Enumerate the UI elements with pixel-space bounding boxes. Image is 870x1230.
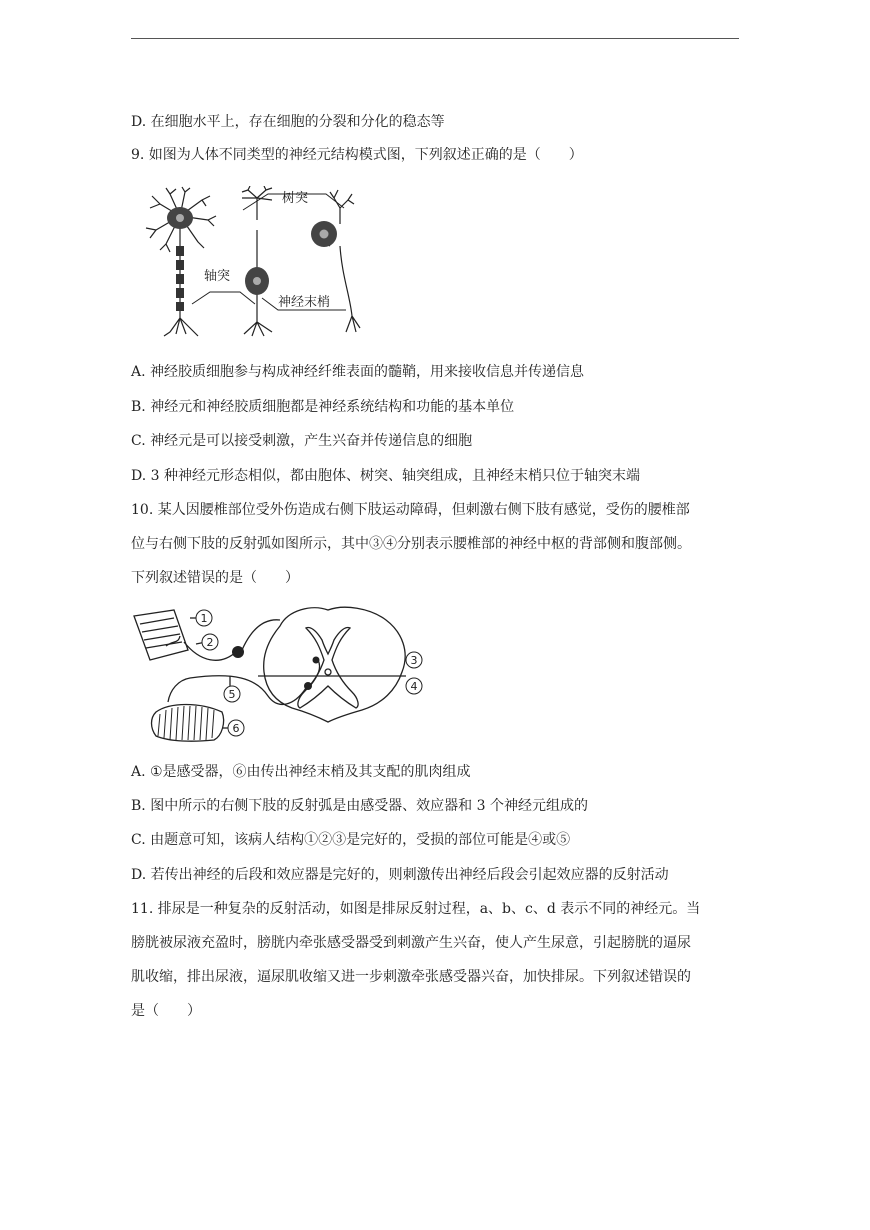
q11-stem-line4: 是（ ） [131,1003,201,1019]
q10-stem-line3: 下列叙述错误的是（ ） [131,570,299,586]
neuron-figure [130,186,370,338]
q11-stem-line2: 膀胱被尿液充盈时，膀胱内牵张感受器受到刺激产生兴奋，使人产生尿意，引起膀胱的逼尿 [131,935,691,951]
q8-option-d: D. 在细胞水平上，存在细胞的分裂和分化的稳态等 [131,114,445,130]
q10-option-d: D. 若传出神经的后段和效应器是完好的，则刺激传出神经后段会引起效应器的反射活动 [131,867,669,883]
header-rule [131,38,739,39]
q10-stem-line1: 10. 某人因腰椎部位受外伤造成右侧下肢运动障碍，但刺激右侧下肢有感觉，受伤的腰椎部 [131,502,690,518]
label-dendrite: 树突 [282,191,309,206]
q10-option-a: A. ①是感受器，⑥由传出神经末梢及其支配的肌肉组成 [131,764,471,780]
svg-text:2: 2 [206,636,214,649]
svg-text:1: 1 [200,612,208,625]
q10-option-c: C. 由题意可知，该病人结构①②③是完好的，受损的部位可能是④或⑤ [131,832,571,848]
svg-text:4: 4 [410,680,418,693]
q11-stem-line1: 11. 排尿是一种复杂的反射活动，如图是排尿反射过程，a、b、c、d 表示不同的神经元。当 [131,901,701,917]
q9-option-d: D. 3 种神经元形态相似，都由胞体、树突、轴突组成，且神经末梢只位于轴突末端 [131,468,640,484]
svg-text:5: 5 [228,688,236,701]
q9-option-c: C. 神经元是可以接受刺激，产生兴奋并传递信息的细胞 [131,433,473,449]
reflex-arc-figure [130,602,430,746]
q9-option-a: A. 神经胶质细胞参与构成神经纤维表面的髓鞘，用来接收信息并传递信息 [131,364,585,380]
q9-option-b: B. 神经元和神经胶质细胞都是神经系统结构和功能的基本单位 [131,399,515,415]
svg-text:6: 6 [232,722,240,735]
q11-stem-line3: 肌收缩，排出尿液，逼尿肌收缩又进一步刺激牵张感受器兴奋，加快排尿。下列叙述错误的 [131,969,691,985]
q10-option-b: B. 图中所示的右侧下肢的反射弧是由感受器、效应器和 3 个神经元组成的 [131,798,588,814]
svg-text:3: 3 [410,654,418,667]
q9-stem: 9. 如图为人体不同类型的神经元结构模式图，下列叙述正确的是（ ） [131,147,583,163]
label-nerve-ending: 神经末梢 [278,295,331,310]
label-axon: 轴突 [204,269,231,284]
q10-stem-line2: 位与右侧下肢的反射弧如图所示，其中③④分别表示腰椎部的神经中枢的背部侧和腹部侧。 [131,536,691,552]
